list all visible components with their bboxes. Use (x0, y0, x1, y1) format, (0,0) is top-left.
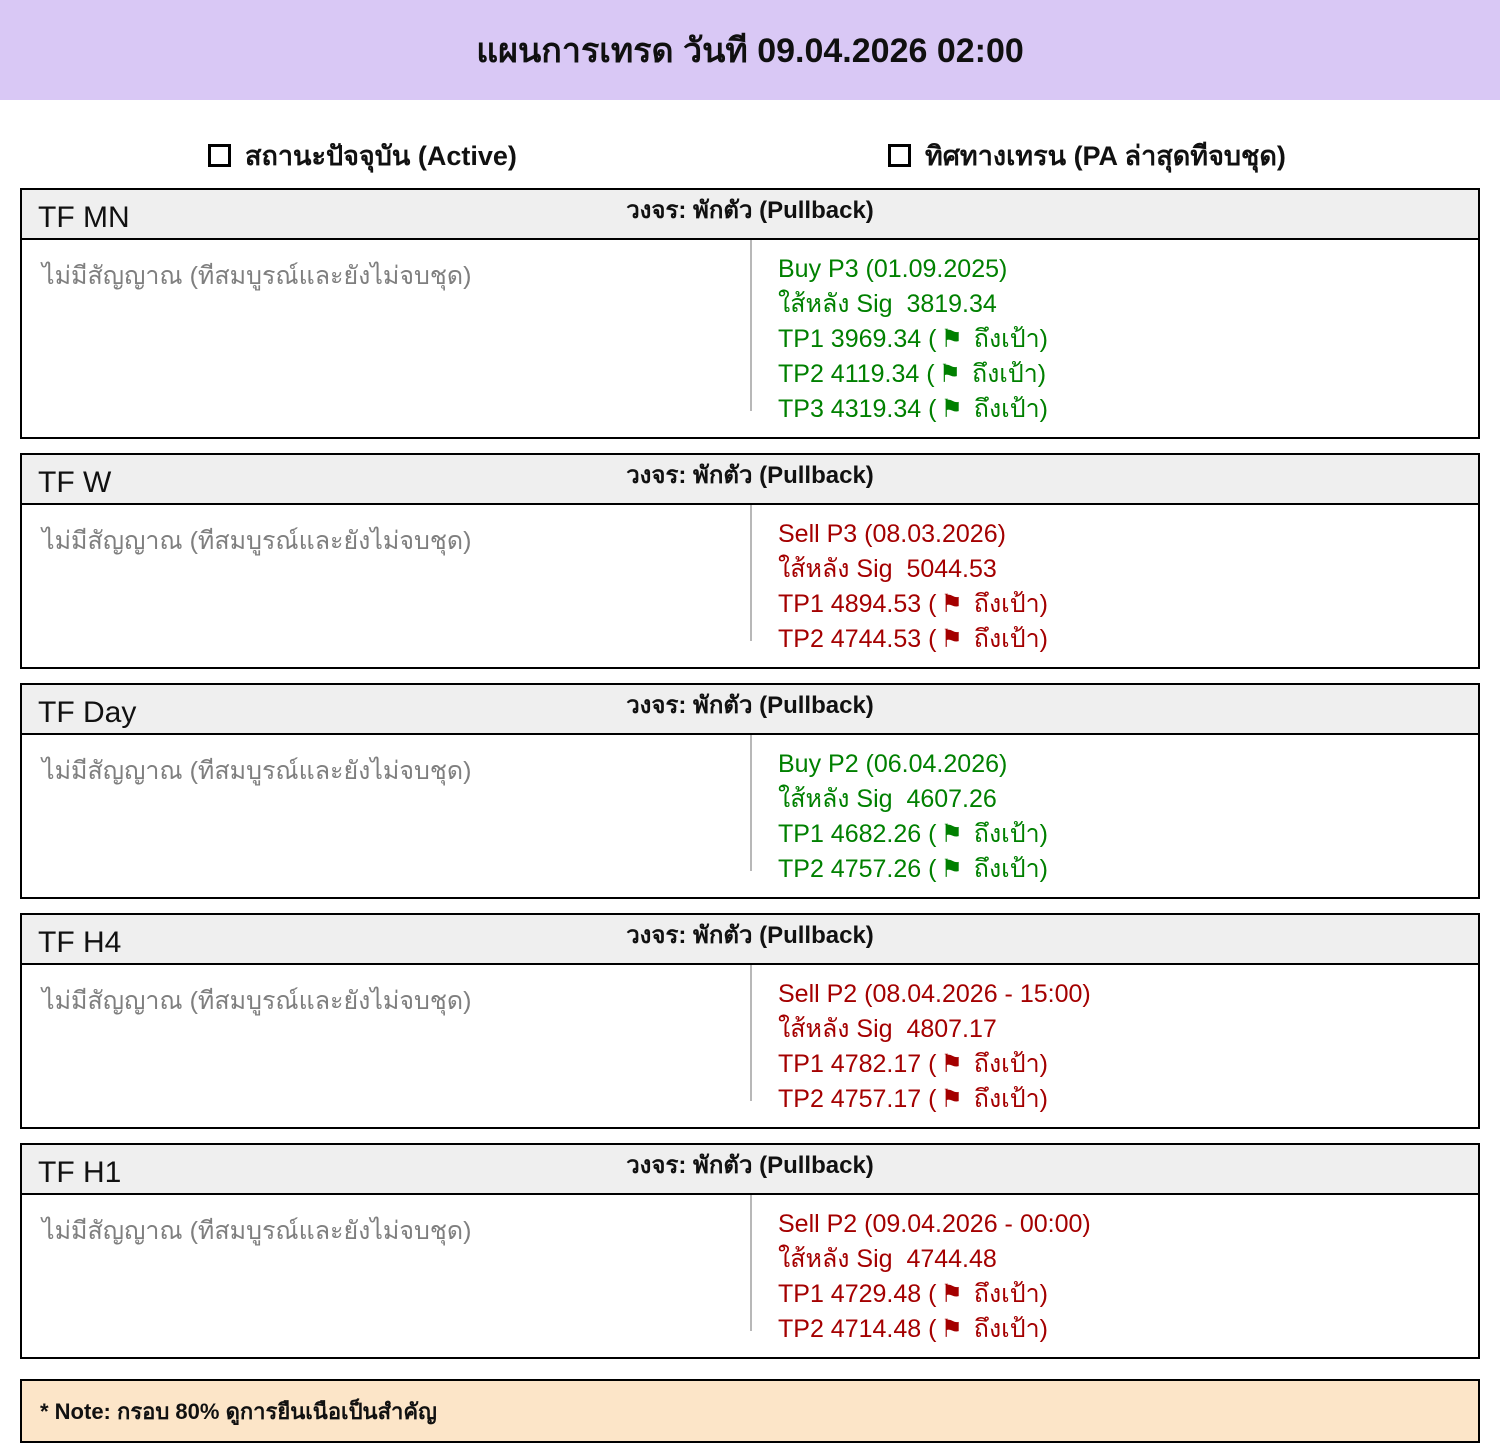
entry-line: ใส้หลัง Sig 3819.34 (778, 290, 997, 318)
section-header (22, 915, 1478, 965)
tp-line: TP2 4744.53 ( ⚑ ถึงเป้า) (778, 625, 1048, 653)
tp-line: TP2 4757.17 ( ⚑ ถึงเป้า) (778, 1085, 1048, 1113)
direction-line: Sell P2 (09.04.2026 - 00:00) (778, 1210, 1091, 1238)
flag-icon: ⚑ (938, 360, 962, 388)
page-header (0, 0, 1500, 100)
tp-line: TP2 4757.26 ( ⚑ ถึงเป้า) (778, 855, 1048, 883)
tp-line: TP2 4119.34 ( ⚑ ถึงเป้า) (778, 360, 1047, 388)
cycle-label: วงจร: พักตัว (Pullback) (626, 197, 874, 224)
tp-line: TP2 4714.48 ( ⚑ ถึงเป้า) (778, 1315, 1048, 1343)
tf-label: TF Day (38, 696, 137, 729)
tp-line: TP1 4682.26 ( ⚑ ถึงเป้า) (778, 820, 1048, 848)
timeframe-section (20, 1143, 1480, 1359)
tf-label: TF H4 (38, 926, 122, 959)
flag-icon: ⚑ (940, 820, 963, 848)
cycle-label: วงจร: พักตัว (Pullback) (626, 692, 874, 719)
flag-icon: ⚑ (940, 1280, 963, 1308)
tp-line: TP1 4782.17 ( ⚑ ถึงเป้า) (778, 1050, 1048, 1078)
entry-line: ใส้หลัง Sig 4744.48 (778, 1245, 997, 1273)
note-bar (20, 1379, 1480, 1443)
section-body (22, 735, 1478, 897)
active-checkbox[interactable] (208, 144, 231, 167)
entry-line: ใส้หลัง Sig 5044.53 (778, 555, 997, 583)
section-body (22, 1195, 1478, 1357)
direction-line: Sell P2 (08.04.2026 - 15:00) (778, 980, 1091, 1008)
no-signal-text: ไม่มีสัญญาณ (ทีสมบูรณ์และยังไม่จบชุด) (42, 262, 472, 290)
section-header (22, 1145, 1478, 1195)
no-signal-text: ไม่มีสัญญาณ (ทีสมบูรณ์และยังไม่จบชุด) (42, 757, 472, 785)
signal-lines (750, 735, 1478, 897)
section-body (22, 240, 1478, 437)
no-signal-text: ไม่มีสัญญาณ (ทีสมบูรณ์และยังไม่จบชุด) (42, 527, 472, 555)
flag-icon: ⚑ (940, 1050, 963, 1078)
tp-line: TP1 4729.48 ( ⚑ ถึงเป้า) (778, 1280, 1048, 1308)
flag-icon: ⚑ (940, 395, 963, 423)
tf-label: TF MN (38, 201, 130, 234)
signal-lines (750, 1195, 1478, 1357)
entry-line: ใส้หลัง Sig 4807.17 (778, 1015, 997, 1043)
legend-item-active (208, 134, 517, 177)
timeframe-section (20, 453, 1480, 669)
section-body (22, 965, 1478, 1127)
sections (0, 188, 1500, 1359)
flag-icon: ⚑ (940, 590, 963, 618)
direction-line: Buy P3 (01.09.2025) (778, 255, 1008, 283)
tp-line: TP3 4319.34 ( ⚑ ถึงเป้า) (778, 395, 1048, 423)
flag-icon: ⚑ (940, 1085, 963, 1113)
trend-checkbox[interactable] (888, 144, 911, 167)
section-header (22, 685, 1478, 735)
section-body (22, 505, 1478, 667)
no-signal-text: ไม่มีสัญญาณ (ทีสมบูรณ์และยังไม่จบชุด) (42, 1217, 472, 1245)
tp-line: TP1 4894.53 ( ⚑ ถึงเป้า) (778, 590, 1048, 618)
flag-icon: ⚑ (940, 855, 963, 883)
timeframe-section (20, 913, 1480, 1129)
section-header (22, 455, 1478, 505)
cycle-label: วงจร: พักตัว (Pullback) (626, 1152, 874, 1179)
signal-lines (750, 240, 1478, 437)
legend-row (0, 134, 1500, 180)
tf-label: TF H1 (38, 1156, 122, 1189)
page-title: แผนการเทรด วันที 09.04.2026 02:00 (476, 32, 1024, 70)
section-header (22, 190, 1478, 240)
no-signal-text: ไม่มีสัญญาณ (ทีสมบูรณ์และยังไม่จบชุด) (42, 987, 472, 1015)
tf-label: TF W (38, 466, 112, 499)
timeframe-section (20, 188, 1480, 439)
direction-line: Sell P3 (08.03.2026) (778, 520, 1006, 548)
legend-item-trend (888, 134, 1286, 177)
tp-line: TP1 3969.34 ( ⚑ ถึงเป้า) (778, 325, 1048, 353)
entry-line: ใส้หลัง Sig 4607.26 (778, 785, 997, 813)
timeframe-section (20, 683, 1480, 899)
flag-icon: ⚑ (940, 1315, 963, 1343)
cycle-label: วงจร: พักตัว (Pullback) (626, 922, 874, 949)
signal-lines (750, 505, 1478, 667)
flag-icon: ⚑ (940, 325, 963, 353)
trend-label: ทิศทางเทรน (PA ล่าสุดทีจบชุด) (925, 141, 1286, 171)
signal-lines (750, 965, 1478, 1127)
cycle-label: วงจร: พักตัว (Pullback) (626, 462, 874, 489)
note-text: * Note: กรอบ 80% ดูการยืนเนือเป็นสำคัญ (40, 1398, 437, 1424)
active-label: สถานะปัจจุบัน (Active) (245, 141, 517, 171)
direction-line: Buy P2 (06.04.2026) (778, 750, 1008, 778)
flag-icon: ⚑ (940, 625, 963, 653)
